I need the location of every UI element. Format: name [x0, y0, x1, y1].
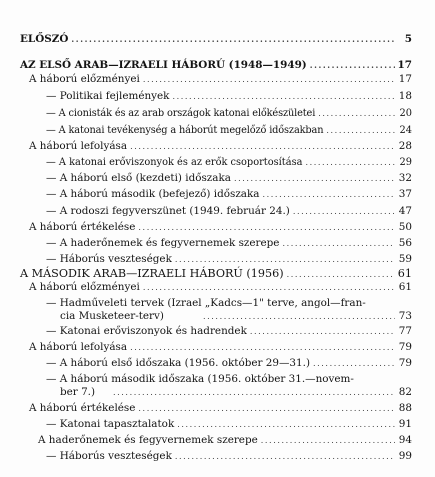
leader-dots [203, 310, 395, 323]
leader-dots [282, 237, 395, 250]
toc-entry-foreword [0, 33, 435, 46]
toc-entry-title: — A háború első (kezdeti) időszaka [46, 172, 231, 184]
toc-entry-title: — A cionisták és az arab országok katonai előkészületei [46, 108, 316, 119]
toc-item [0, 418, 435, 431]
leader-dots [138, 402, 395, 415]
toc-page-number: 50 [398, 221, 412, 233]
toc-page-number: 29 [399, 157, 412, 168]
leader-dots [172, 90, 395, 103]
leader-dots [293, 205, 395, 218]
toc-item [0, 107, 435, 120]
toc-page-number: 17 [397, 59, 412, 71]
toc-item [0, 124, 435, 137]
toc-entry-title: — A háború második időszaka (1956. október 31.—novem- [46, 373, 354, 385]
toc-entry-title: — Háborús veszteségek [46, 450, 172, 462]
toc-page-number: 20 [399, 108, 412, 119]
leader-dots [138, 221, 395, 234]
leader-dots [263, 188, 396, 201]
toc-page-number: 24 [399, 125, 412, 136]
toc-page-number: 91 [398, 418, 412, 430]
toc-page-number: 47 [398, 205, 412, 217]
toc-page-number: 18 [398, 90, 412, 102]
toc-page-number: 99 [398, 450, 412, 462]
toc-entry-title: — A katonai tevékenység a háborút megelőző időszakban [46, 125, 324, 136]
toc-item [0, 205, 435, 218]
toc-entry-title: A háború értékelése [29, 402, 136, 414]
toc-section [0, 73, 435, 86]
toc-page-number: 56 [398, 237, 412, 249]
toc-entry-part2 [0, 267, 435, 280]
toc-item [0, 237, 435, 250]
toc-entry-continuation: ber 7.) [60, 386, 96, 398]
toc-page-number: 32 [398, 172, 412, 184]
leader-dots [287, 268, 395, 281]
toc-item [0, 373, 435, 399]
leader-dots [234, 172, 395, 185]
leader-dots [113, 386, 395, 399]
toc-entry-title: A haderőnemek és fegyvernemek szerepe [38, 434, 258, 446]
toc-entry-part1 [0, 59, 435, 72]
toc-entry-title: A háború lefolyása [29, 140, 128, 152]
leader-dots [313, 357, 395, 370]
toc-page-number: 17 [398, 73, 412, 85]
toc-page-number: 79 [398, 357, 412, 369]
toc-page-number: 5 [404, 33, 412, 45]
toc-section [0, 221, 435, 234]
toc-item [0, 297, 435, 323]
toc-entry-title: — Katonai erőviszonyok és hadrendek [46, 325, 247, 337]
leader-dots [143, 73, 395, 86]
toc-section [0, 341, 435, 354]
toc-item [0, 434, 435, 447]
toc-entry-title: — Politikai fejlemények [46, 90, 170, 102]
toc-page-number: 37 [398, 188, 412, 200]
leader-dots [261, 434, 395, 447]
leader-dots [71, 33, 395, 46]
toc-entry-title: ELŐSZÓ [20, 33, 69, 45]
toc-entry-title: — A haderőnemek és fegyvernemek szerepe [46, 237, 280, 249]
toc-item [0, 188, 435, 201]
leader-dots [175, 253, 395, 266]
toc-item [0, 90, 435, 103]
toc-page-number: 88 [398, 402, 412, 414]
leader-dots [130, 341, 395, 354]
toc-page-number: 59 [398, 253, 412, 265]
toc-entry-title: A háború lefolyása [29, 341, 128, 353]
toc-entry-title: — Katonai tapasztalatok [46, 418, 175, 430]
leader-dots [310, 59, 395, 72]
leader-dots [250, 325, 395, 338]
leader-dots [177, 418, 395, 431]
toc-section [0, 402, 435, 415]
toc-page-number: 94 [398, 434, 412, 446]
toc-entry-title: A háború előzményei [29, 73, 140, 85]
leader-dots [305, 156, 395, 169]
toc-entry-continuation: cia Musketeer-terv) [60, 310, 164, 322]
toc-entry-title: AZ ELSŐ ARAB—IZRAELI HÁBORÚ (1948—1949) [20, 59, 307, 71]
toc-item [0, 357, 435, 370]
toc-item [0, 172, 435, 185]
toc-entry-title: A háború előzményei [29, 281, 140, 293]
toc-page-number: 61 [398, 281, 412, 293]
leader-dots [143, 281, 395, 294]
toc-entry-title: — A háború második (befejező) időszaka [46, 188, 260, 200]
toc-page-number: 73 [398, 310, 412, 322]
toc-entry-title: — A katonai erőviszonyok és az erők csoportosítása [46, 157, 303, 168]
toc-entry-title: — A rodoszi fegyverszünet (1949. február 24.) [46, 205, 290, 217]
toc-item [0, 325, 435, 338]
toc-item [0, 156, 435, 169]
leader-dots [130, 140, 395, 153]
leader-dots [326, 124, 395, 137]
toc-entry-title: — A háború első időszaka (1956. október 29—31.) [46, 357, 310, 369]
toc-page-number: 79 [398, 341, 412, 353]
toc-entry-title: A MÁSODIK ARAB—IZRAELI HÁBORÚ (1956) [20, 267, 284, 280]
toc-item [0, 253, 435, 266]
toc-section [0, 140, 435, 153]
toc-page-number: 61 [397, 267, 412, 280]
toc-entry-title: — Háborús veszteségek [46, 253, 172, 265]
toc-page-number: 82 [398, 386, 412, 398]
toc-entry-title: A háború értékelése [29, 221, 136, 233]
toc-entry-title: — Hadműveleti tervek (Izrael „Kadcs—1" terve, angol—fran- [46, 297, 366, 309]
toc-page-number: 77 [398, 325, 412, 337]
leader-dots [175, 450, 395, 463]
toc-item [0, 450, 435, 463]
leader-dots [318, 107, 395, 120]
toc-page-number: 28 [398, 140, 412, 152]
toc-section [0, 281, 435, 294]
